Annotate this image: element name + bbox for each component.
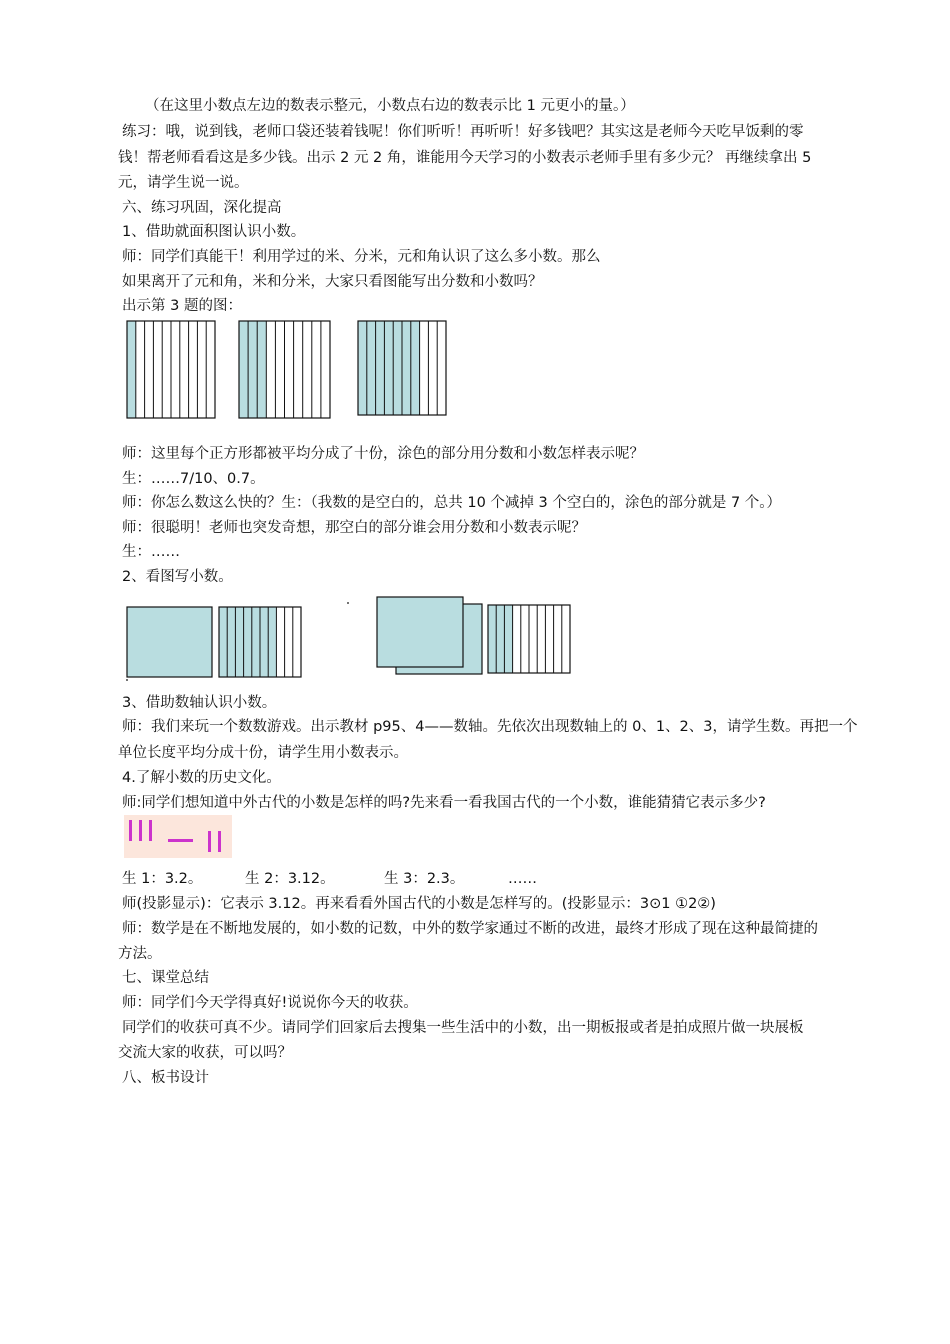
student-answer-3: 生 3：2.3。	[384, 871, 465, 887]
paragraph-note: （在这里小数点左边的数表示整元，小数点右边的数表示比 1 元更小的量。）	[145, 98, 635, 114]
summary-line-2: 同学们的收获可真不少。请同学们回家后去搜集一些生活中的小数，出一期板报或者是拍成照片做一块展板	[122, 1020, 804, 1036]
decimal-figure-2	[374, 594, 574, 678]
question-line-3: 师：很聪明！老师也突发奇想，那空白的部分谁会用分数和小数表示呢？	[122, 520, 586, 536]
subsection-3: 3、借助数轴认识小数。	[122, 695, 277, 711]
summary-line-3: 交流大家的收获，可以吗？	[118, 1045, 292, 1061]
tenths-grid-2	[488, 605, 570, 673]
decimal-figure-2-svg	[374, 594, 574, 678]
dot-mark	[126, 679, 128, 681]
numberline-line-1: 师：我们来玩一个数数游戏。出示教材 p95、4——数轴。先依次出现数轴上的 0、1、2、3，请学生数。再把一个	[122, 719, 858, 735]
history-line-1: 师:同学们想知道中外古代的小数是怎样的吗?先来看一看我国古代的一个小数，谁能猜猜它表示多少?	[122, 795, 766, 811]
paragraph-practice-2: 钱！帮老师看看这是多少钱。出示 2 元 2 角，谁能用今天学习的小数表示老师手里有多少元？ 再继续拿出 5	[118, 150, 812, 166]
answer-line-2: 生：……	[122, 544, 180, 560]
history-line-4: 方法。	[118, 946, 162, 962]
counting-rods	[124, 815, 232, 858]
teacher-line-3: 出示第 3 题的图：	[122, 298, 242, 314]
tenths-grid-1	[219, 607, 301, 677]
area-grid-1	[125, 319, 217, 420]
summary-line-1: 师：同学们今天学得真好!说说你今天的收获。	[122, 995, 418, 1011]
subsection-4: 4.了解小数的历史文化。	[122, 770, 281, 786]
student-answer-2: 生 2：3.12。	[245, 871, 335, 887]
rod-3a	[129, 820, 132, 841]
section-heading-8: 八、板书设计	[122, 1070, 209, 1086]
rod-2b	[218, 831, 221, 852]
dot-mark-small	[346, 601, 350, 605]
whole-square	[127, 607, 212, 677]
student-answer-1: 生 1：3.2。	[122, 871, 203, 887]
teacher-line-1: 师：同学们真能干！利用学过的米、分米，元和角认识了这么多小数。那么	[122, 249, 601, 265]
numberline-line-2: 单位长度平均分成十份，请学生用小数表示。	[118, 745, 408, 761]
area-grid-3	[356, 319, 448, 417]
area-grid-1-svg	[125, 319, 217, 420]
area-grid-3-svg	[356, 319, 448, 417]
rod-2a	[208, 831, 211, 852]
counting-rods-svg	[124, 815, 232, 858]
decimal-figure-1	[124, 604, 314, 682]
student-answer-ellipsis: ……	[508, 871, 537, 887]
paragraph-practice-1: 练习：哦，说到钱，老师口袋还装着钱呢！你们听听！再听听！好多钱吧？其实这是老师今天吃早饭剩的零	[122, 124, 804, 140]
subsection-1: 1、借助就面积图认识小数。	[122, 224, 306, 240]
rod-3c	[149, 820, 152, 841]
whole-square-front	[377, 597, 463, 667]
decimal-figure-1-svg	[124, 604, 314, 682]
area-grid-2-svg	[237, 319, 332, 420]
teacher-line-2: 如果离开了元和角，米和分米，大家只看图能写出分数和小数吗？	[122, 274, 543, 290]
history-line-2: 师(投影显示)：它表示 3.12。再来看看外国古代的小数是怎样写的。(投影显示：3⊙1 ①2②)	[122, 896, 716, 912]
shaded-region	[488, 605, 513, 673]
question-line-1: 师：这里每个正方形都被平均分成了十份，涂色的部分用分数和小数怎样表示呢？	[122, 446, 644, 462]
paragraph-practice-3: 元，请学生说一说。	[118, 175, 249, 191]
question-line-2: 师：你怎么数这么快的？生：（我数的是空白的，总共 10 个减掉 3 个空白的，涂色的部分就是 7 个。）	[122, 495, 782, 511]
section-heading-7: 七、课堂总结	[122, 970, 209, 986]
rod-1	[168, 839, 193, 842]
subsection-2: 2、看图写小数。	[122, 569, 233, 585]
rod-3b	[139, 820, 142, 841]
area-grid-2	[237, 319, 332, 420]
answer-line-1: 生：……7/10、0.7。	[122, 471, 265, 487]
section-heading-6: 六、练习巩固，深化提高	[122, 200, 282, 216]
shaded-region	[239, 321, 266, 418]
history-line-3: 师：数学是在不断地发展的，如小数的记数，中外的数学家通过不断的改进，最终才形成了现在这种最简捷的	[122, 921, 818, 937]
shaded-region	[127, 321, 136, 418]
